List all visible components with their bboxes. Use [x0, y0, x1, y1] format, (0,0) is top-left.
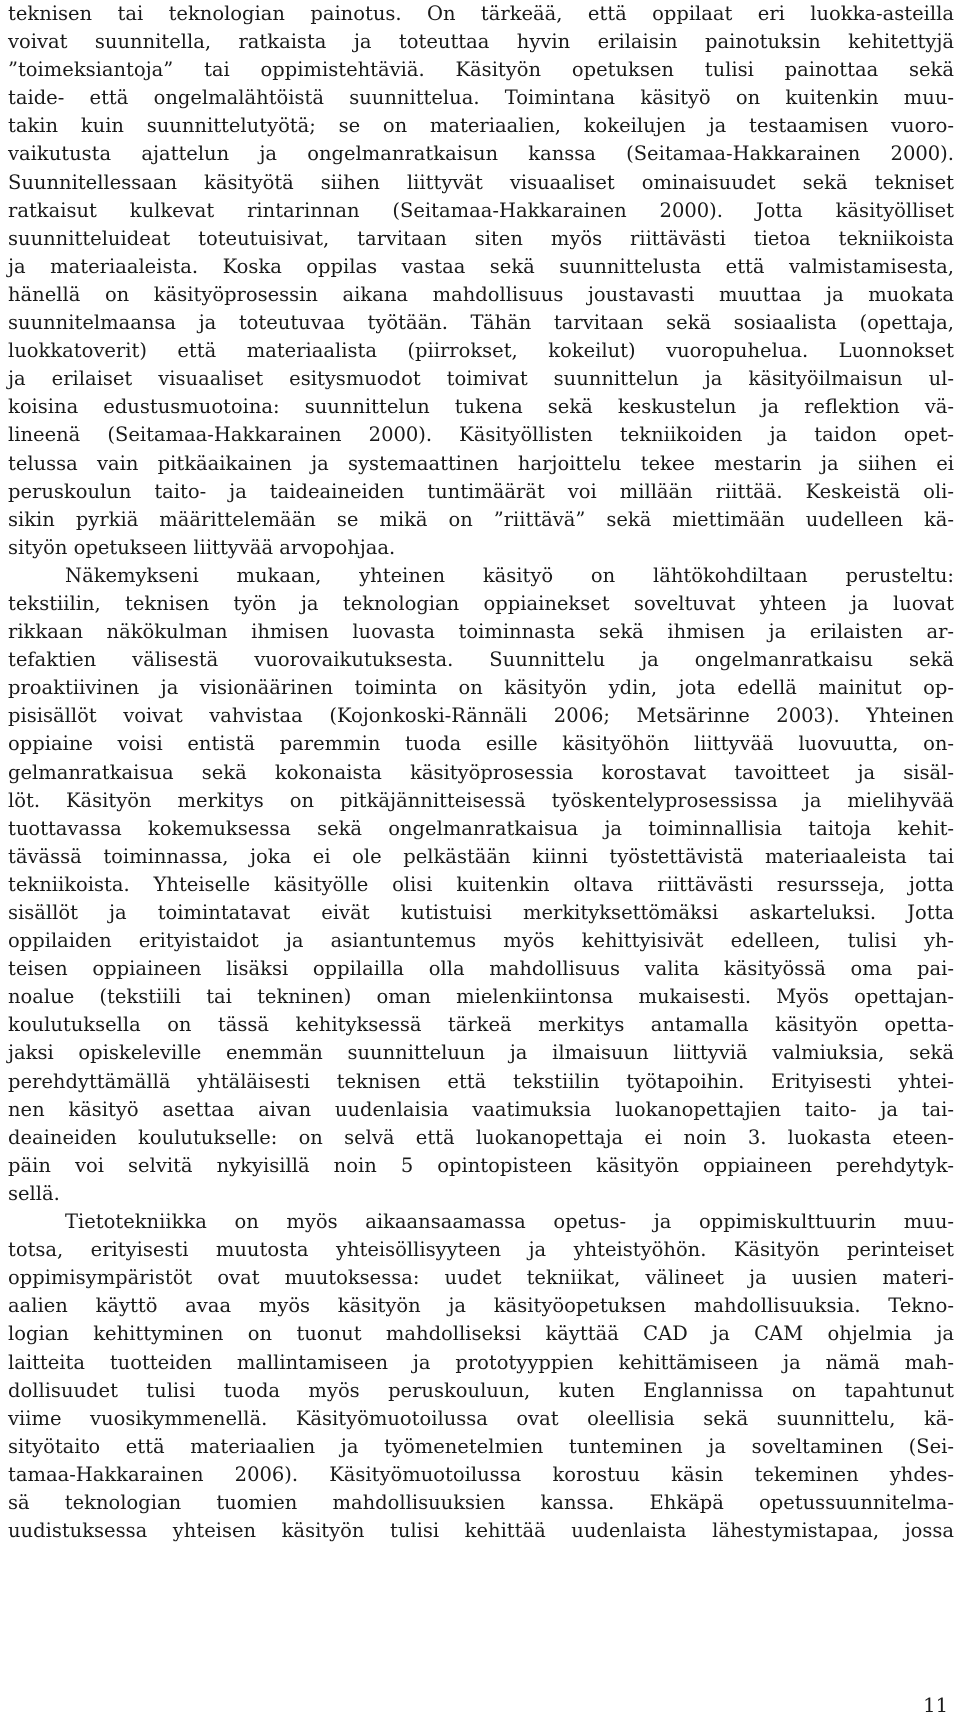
text-line: luokkatoverit) että materiaalista (piirrokset, kokeilut) vuoropuhelua. Luonnokset: [8, 339, 954, 363]
text-line: suunnitteluideat toteutuisivat, tarvitaan siten myös riittävästi tietoa tekniikoista: [8, 226, 954, 250]
text-line: ratkaisut kulkevat rintarinnan (Seitamaa-Hakkarainen 2000). Jotta käsityölliset: [8, 198, 954, 222]
text-line: koisina edustusmuotoina: suunnittelun tukena sekä keskustelun ja reflektion vä-: [8, 395, 954, 419]
text-line: deaineiden koulutukselle: on selvä että luokanopettaja ei noin 3. luokasta eteen-: [8, 1125, 954, 1149]
text-line: oppilaiden erityistaidot ja asiantuntemus myös kehittyisivät edelleen, tulisi yh-: [8, 929, 954, 953]
text-line: noalue (tekstiili tai tekninen) oman mielenkiintonsa mukaisesti. Myös opettajan-: [8, 985, 954, 1009]
text-line: voivat suunnitella, ratkaista ja toteuttaa hyvin erilaisin painotuksin kehitettyjä: [8, 30, 954, 54]
text-line: nen käsityö asettaa aivan uudenlaisia vaatimuksia luokanopettajien taito- ja tai-: [8, 1097, 954, 1121]
text-line: tuottavassa kokemuksessa sekä ongelmanratkaisua ja toiminnallisia taitoja kehit-: [8, 816, 954, 840]
text-line: suunnitelmaansa ja toteutuvaa työtään. Tähän tarvitaan sekä sosiaalista (opettaja,: [8, 311, 954, 335]
text-line: ja materiaaleista. Koska oppilas vastaa sekä suunnittelusta että valmistamisesta,: [8, 254, 954, 278]
text-line: teknisen tai teknologian painotus. On tärkeää, että oppilaat eri luokka-asteilla: [8, 2, 954, 25]
text-line: sä teknologian tuomien mahdollisuuksien kanssa. Ehkäpä opetussuunnitelma-: [8, 1490, 954, 1514]
text-line: telussa vain pitkäaikainen ja systemaattinen harjoittelu tekee mestarin ja siihen ei: [8, 451, 954, 475]
text-line: peruskoulun taito- ja taideaineiden tuntimäärät voi millään riittää. Keskeistä oli-: [8, 479, 954, 503]
text-line: uudistuksessa yhteisen käsityön tulisi kehittää uudenlaista lähestymistapaa, jossa: [8, 1519, 954, 1543]
text-line: sityötaito että materiaalien ja työmenetelmien tunteminen ja soveltaminen (Sei-: [8, 1434, 954, 1458]
text-line: lineenä (Seitamaa-Hakkarainen 2000). Käsityöllisten tekniikoiden ja taidon opet-: [8, 423, 954, 447]
text-line: tefaktien välisestä vuorovaikutuksesta. Suunnittelu ja ongelmanratkaisu sekä: [8, 648, 954, 672]
text-line: sisällöt ja toimintatavat eivät kutistuisi merkityksettömäksi askarteluksi. Jotta: [8, 901, 954, 924]
text-line: takin kuin suunnittelutyötä; se on materiaalien, kokeilujen ja testaamisen vuoro-: [8, 114, 954, 138]
text-line: logian kehittyminen on tuonut mahdolliseksi käyttää CAD ja CAM ohjelmia ja: [8, 1322, 954, 1346]
text-line: jaksi opiskeleville enemmän suunnitteluun ja ilmaisuun liittyviä valmiuksia, sekä: [8, 1041, 954, 1065]
text-line: vaikutusta ajattelun ja ongelmanratkaisun kanssa (Seitamaa-Hakkarainen 2000).: [8, 142, 954, 166]
text-line: pisisällöt voivat vahvistaa (Kojonkoski-Rännäli 2006; Metsärinne 2003). Yhteinen: [8, 704, 954, 728]
text-line: taide- että ongelmalähtöistä suunnittelua. Toimintana käsityö on kuitenkin muu-: [8, 86, 954, 110]
text-line: Tietotekniikka on myös aikaansaamassa opetus- ja oppimiskulttuurin muu-: [65, 1210, 954, 1234]
text-line: tekstiilin, teknisen työn ja teknologian oppiainekset soveltuvat yhteen ja luovat: [8, 591, 954, 615]
text-line: dollisuudet tulisi tuoda myös peruskouluun, kuten Englannissa on tapahtunut: [8, 1378, 954, 1402]
text-line: tekniikoista. Yhteiselle käsityölle olisi kuitenkin oltava riittävästi resursseja, jotta: [8, 872, 954, 896]
text-line: oppiaine voisi entistä paremmin tuoda esille käsityöhön liittyvää luovuutta, on-: [8, 732, 954, 756]
body-text: [8, 0, 954, 1545]
text-line: perehdyttämällä yhtäläisesti teknisen että tekstiilin työtapoihin. Erityisesti yhtei-: [8, 1069, 954, 1093]
text-line: rikkaan näkökulman ihmisen luovasta toiminnasta sekä ihmisen ja erilaisten ar-: [8, 620, 954, 644]
text-line: päin voi selvitä nykyisillä noin 5 opintopisteen käsityön oppiaineen perehdytyk-: [8, 1153, 954, 1177]
text-line: laitteita tuotteiden mallintamiseen ja prototyyppien kehittämiseen ja nämä mah-: [8, 1350, 954, 1374]
text-line: löt. Käsityön merkitys on pitkäjännitteisessä työskentelyprosessissa ja mielihyvää: [8, 788, 954, 812]
text-line: Näkemykseni mukaan, yhteinen käsityö on lähtökohdiltaan perusteltu:: [65, 563, 954, 587]
text-line: teisen oppiaineen lisäksi oppilailla olla mahdollisuus valita käsityössä oma pai-: [8, 957, 954, 981]
text-line: aalien käyttö avaa myös käsityön ja käsityöopetuksen mahdollisuuksia. Tekno-: [8, 1294, 954, 1318]
text-line: hänellä on käsityöprosessin aikana mahdollisuus joustavasti muuttaa ja muokata: [8, 282, 954, 306]
text-line: Suunnitellessaan käsityötä siihen liittyvät visuaaliset ominaisuudet sekä tekniset: [8, 170, 954, 194]
text-line: sikin pyrkiä määrittelemään se mikä on ”riittävä” sekä miettimään uudelleen kä-: [8, 507, 954, 531]
text-line: tamaa-Hakkarainen 2006). Käsityömuotoilussa korostuu käsin tekeminen yhdes-: [8, 1462, 954, 1486]
text-line: viime vuosikymmenellä. Käsityömuotoilussa ovat oleellisia sekä suunnittelu, kä-: [8, 1406, 954, 1430]
text-line: totsa, erityisesti muutosta yhteisöllisyyteen ja yhteistyöhön. Käsityön perinteiset: [8, 1238, 954, 1262]
text-line: ”toimeksiantoja” tai oppimistehtäviä. Käsityön opetuksen tulisi painottaa sekä: [8, 58, 954, 82]
text-line: tävässä toiminnassa, joka ei ole pelkästään kiinni työstettävistä materiaaleista tai: [8, 844, 954, 868]
text-line: sellä.: [8, 1181, 60, 1205]
text-line: sityön opetukseen liittyvää arvopohjaa.: [8, 535, 396, 559]
page-number: 11: [923, 1694, 948, 1717]
text-line: ja erilaiset visuaaliset esitysmuodot toimivat suunnittelun ja käsityöilmaisun ul-: [8, 367, 954, 391]
text-line: gelmanratkaisua sekä kokonaista käsityöprosessia korostavat tavoitteet ja sisäl-: [8, 760, 954, 784]
text-line: koulutuksella on tässä kehityksessä tärkeä merkitys antamalla käsityön opetta-: [8, 1013, 954, 1037]
text-line: proaktiivinen ja visionäärinen toiminta on käsityön ydin, jota edellä mainitut op-: [8, 676, 954, 700]
text-line: oppimisympäristöt ovat muutoksessa: uudet tekniikat, välineet ja uusien materi-: [8, 1266, 954, 1290]
